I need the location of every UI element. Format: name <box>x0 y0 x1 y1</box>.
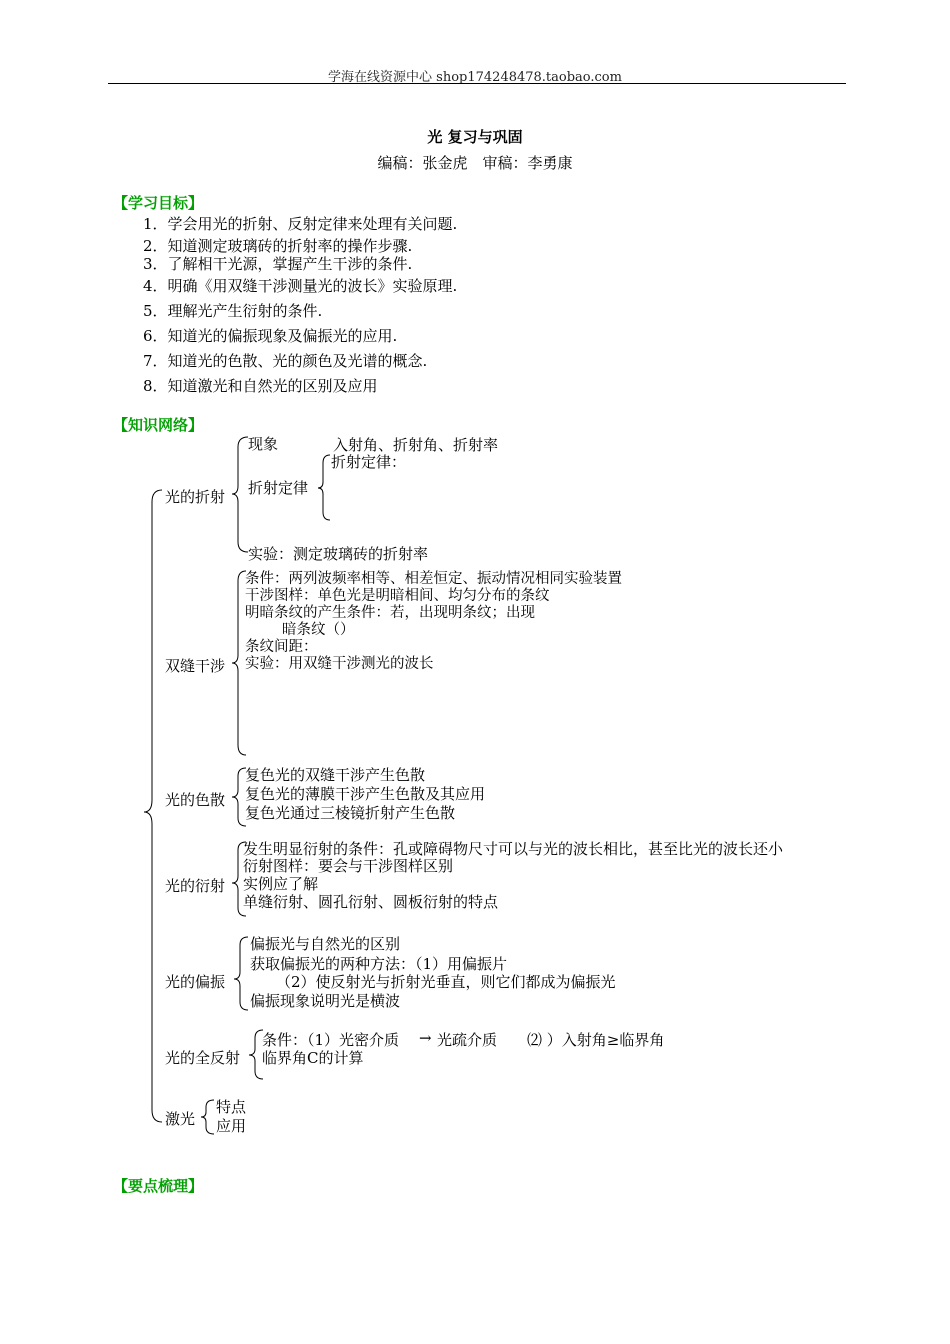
total-reflection-condition-c: ⑵ ）入射角≥临界角 <box>527 1031 665 1049</box>
refraction-law-sub: 折射定律： <box>331 453 407 471</box>
total-reflection-brace <box>249 1030 263 1079</box>
law-brace <box>318 455 330 520</box>
node-polarization: 光的偏振 <box>165 973 226 991</box>
laser-item: 应用 <box>216 1117 247 1135</box>
node-refraction: 光的折射 <box>165 488 226 506</box>
goal-item: 1．学会用光的折射、反射定律来处理有关问题. <box>143 215 458 233</box>
total-reflection-critical: 临界角C的计算 <box>262 1049 364 1067</box>
refraction-law: 折射定律 <box>248 479 309 497</box>
interference-item: 明暗条纹的产生条件：若，出现明条纹；出现 <box>245 605 535 621</box>
laser-item: 特点 <box>216 1098 247 1116</box>
refraction-phenomenon: 现象 <box>248 435 279 453</box>
diffraction-item: 衍射图样：要会与干涉图样区别 <box>243 857 454 875</box>
refraction-brace <box>232 437 248 552</box>
dispersion-item: 复色光的双缝干涉产生色散 <box>245 766 426 784</box>
section-heading-goals: 【学习目标】 <box>113 194 204 212</box>
interference-item: 条件：两列波频率相等、相差恒定、振动情况相同实验装置 <box>245 571 622 587</box>
interference-item: 条纹间距： <box>245 639 318 655</box>
goal-item: 2．知道测定玻璃砖的折射率的操作步骤. <box>143 237 413 255</box>
interference-item: 暗条纹（） <box>282 622 355 638</box>
main-brace <box>144 490 162 1122</box>
node-dispersion: 光的色散 <box>165 791 226 809</box>
node-interference: 双缝干涉 <box>165 657 226 675</box>
total-reflection-condition-b: 光疏介质 <box>437 1031 498 1049</box>
polarization-item: （2）使反射光与折射光垂直，则它们都成为偏振光 <box>276 973 616 991</box>
goal-item: 6．知道光的偏振现象及偏振光的应用. <box>143 327 398 345</box>
goal-item: 4．明确《用双缝干涉测量光的波长》实验原理. <box>143 277 458 295</box>
dispersion-item: 复色光通过三棱镜折射产生色散 <box>245 804 456 822</box>
dispersion-item: 复色光的薄膜干涉产生色散及其应用 <box>245 785 486 803</box>
polarization-item: 获取偏振光的两种方法：（1）用偏振片 <box>250 955 508 973</box>
interference-brace <box>232 571 246 755</box>
polarization-item: 偏振现象说明光是横波 <box>250 992 401 1010</box>
section-heading-network: 【知识网络】 <box>113 416 204 434</box>
polarization-item: 偏振光与自然光的区别 <box>250 935 401 953</box>
total-reflection-condition: 条件：（1）光密介质 <box>262 1031 400 1049</box>
refraction-experiment: 实验：测定玻璃砖的折射率 <box>248 545 429 563</box>
diffraction-item: 实例应了解 <box>243 875 319 893</box>
interference-item: 实验：用双缝干涉测光的波长 <box>245 656 434 672</box>
page-title: 光 复习与巩固 <box>427 128 523 146</box>
section-heading-points: 【要点梳理】 <box>113 1177 204 1195</box>
dispersion-brace <box>232 768 246 826</box>
interference-item: 干涉图样：单色光是明暗相间、均匀分布的条纹 <box>245 588 550 604</box>
diffraction-item: 发生明显衍射的条件：孔或障碍物尺寸可以与光的波长相比，甚至比光的波长还小 <box>243 840 784 858</box>
laser-brace <box>201 1100 214 1134</box>
node-total-reflection: 光的全反射 <box>165 1049 241 1067</box>
goal-item: 8．知道激光和自然光的区别及应用 <box>143 377 378 395</box>
page-subtitle: 编稿：张金虎 审稿：李勇康 <box>377 154 573 172</box>
goal-item: 7．知道光的色散、光的颜色及光谱的概念. <box>143 352 428 370</box>
header-divider <box>108 83 846 84</box>
page-header: 学海在线资源中心 shop174248478.taobao.com <box>328 70 622 85</box>
goal-item: 5．理解光产生衍射的条件. <box>143 302 323 320</box>
node-laser: 激光 <box>165 1110 196 1128</box>
node-diffraction: 光的衍射 <box>165 877 226 895</box>
arrow-right-icon: → <box>419 1029 432 1047</box>
refraction-phenomenon-detail: 入射角、折射角、折射率 <box>333 436 499 454</box>
goal-item: 3．了解相干光源，掌握产生干涉的条件. <box>143 255 413 273</box>
polarization-brace <box>234 937 248 1010</box>
diffraction-item: 单缝衍射、圆孔衍射、圆板衍射的特点 <box>243 893 499 911</box>
